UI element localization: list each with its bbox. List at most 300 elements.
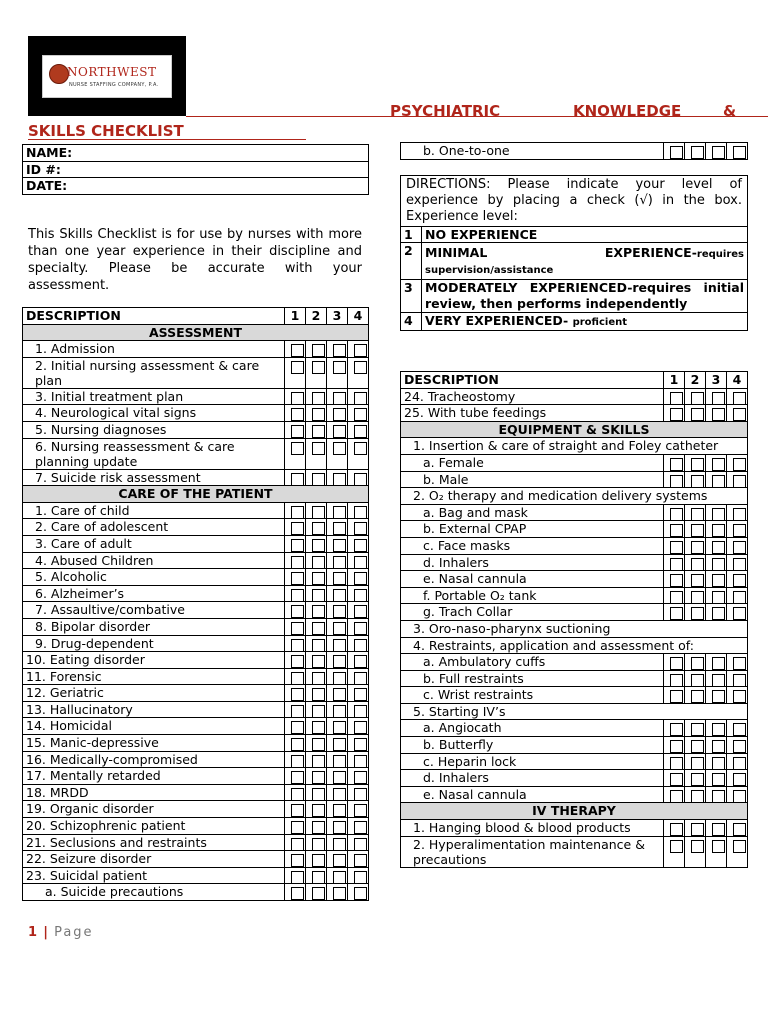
checkbox[interactable] (664, 571, 685, 588)
checkbox-box[interactable] (691, 508, 704, 521)
checkbox-box[interactable] (712, 840, 725, 853)
checkbox[interactable] (348, 668, 369, 685)
checkbox-box[interactable] (291, 655, 304, 668)
checkbox[interactable] (727, 786, 748, 803)
checkbox-box[interactable] (733, 823, 746, 836)
checkbox-box[interactable] (691, 591, 704, 604)
checkbox[interactable] (327, 341, 348, 358)
checkbox[interactable] (706, 820, 727, 837)
checkbox-box[interactable] (312, 721, 325, 734)
checkbox-box[interactable] (712, 408, 725, 421)
checkbox[interactable] (327, 569, 348, 586)
checkbox-box[interactable] (291, 672, 304, 685)
checkbox[interactable] (706, 471, 727, 488)
checkbox-box[interactable] (733, 408, 746, 421)
checkbox-box[interactable] (670, 408, 683, 421)
checkbox-box[interactable] (670, 508, 683, 521)
checkbox-box[interactable] (670, 607, 683, 620)
checkbox[interactable] (727, 820, 748, 837)
checkbox[interactable] (685, 836, 706, 867)
checkbox-box[interactable] (312, 572, 325, 585)
checkbox[interactable] (727, 521, 748, 538)
checkbox-box[interactable] (712, 790, 725, 803)
checkbox-box[interactable] (291, 721, 304, 734)
checkbox-box[interactable] (354, 755, 367, 768)
checkbox[interactable] (727, 670, 748, 687)
checkbox[interactable] (285, 552, 306, 569)
checkbox[interactable] (285, 502, 306, 519)
checkbox-box[interactable] (291, 705, 304, 718)
checkbox-box[interactable] (291, 605, 304, 618)
checkbox[interactable] (727, 654, 748, 671)
checkbox[interactable] (348, 834, 369, 851)
checkbox[interactable] (285, 602, 306, 619)
checkbox[interactable] (685, 604, 706, 621)
checkbox-box[interactable] (691, 657, 704, 670)
checkbox-box[interactable] (312, 589, 325, 602)
checkbox-box[interactable] (333, 854, 346, 867)
checkbox[interactable] (327, 421, 348, 438)
checkbox[interactable] (327, 618, 348, 635)
checkbox[interactable] (727, 687, 748, 704)
checkbox[interactable] (285, 405, 306, 422)
checkbox[interactable] (348, 701, 369, 718)
checkbox[interactable] (706, 521, 727, 538)
checkbox-box[interactable] (691, 408, 704, 421)
checkbox-box[interactable] (354, 854, 367, 867)
checkbox[interactable] (664, 654, 685, 671)
checkbox[interactable] (285, 388, 306, 405)
checkbox[interactable] (285, 357, 306, 388)
checkbox[interactable] (727, 737, 748, 754)
checkbox-box[interactable] (291, 522, 304, 535)
checkbox-box[interactable] (333, 522, 346, 535)
checkbox[interactable] (664, 720, 685, 737)
checkbox-box[interactable] (354, 473, 367, 486)
checkbox-box[interactable] (733, 674, 746, 687)
checkbox[interactable] (348, 421, 369, 438)
checkbox[interactable] (306, 701, 327, 718)
checkbox[interactable] (306, 585, 327, 602)
checkbox[interactable] (306, 668, 327, 685)
checkbox[interactable] (706, 143, 727, 160)
checkbox[interactable] (664, 537, 685, 554)
checkbox-box[interactable] (691, 475, 704, 488)
checkbox-box[interactable] (333, 705, 346, 718)
checkbox[interactable] (727, 537, 748, 554)
checkbox[interactable] (285, 867, 306, 884)
checkbox[interactable] (327, 502, 348, 519)
checkbox[interactable] (306, 602, 327, 619)
checkbox[interactable] (285, 768, 306, 785)
checkbox-box[interactable] (712, 508, 725, 521)
checkbox[interactable] (706, 720, 727, 737)
checkbox[interactable] (348, 751, 369, 768)
checkbox-box[interactable] (291, 344, 304, 357)
checkbox[interactable] (348, 735, 369, 752)
checkbox-box[interactable] (691, 790, 704, 803)
checkbox[interactable] (664, 405, 685, 422)
checkbox-box[interactable] (354, 622, 367, 635)
checkbox-box[interactable] (712, 740, 725, 753)
checkbox[interactable] (685, 670, 706, 687)
checkbox-box[interactable] (691, 690, 704, 703)
checkbox[interactable] (306, 834, 327, 851)
checkbox-box[interactable] (312, 539, 325, 552)
checkbox-box[interactable] (291, 408, 304, 421)
checkbox-box[interactable] (670, 475, 683, 488)
checkbox-box[interactable] (291, 425, 304, 438)
checkbox[interactable] (727, 770, 748, 787)
checkbox[interactable] (727, 587, 748, 604)
checkbox-box[interactable] (691, 541, 704, 554)
checkbox-box[interactable] (712, 541, 725, 554)
checkbox-box[interactable] (312, 344, 325, 357)
checkbox-box[interactable] (354, 539, 367, 552)
checkbox[interactable] (285, 884, 306, 901)
checkbox-box[interactable] (691, 458, 704, 471)
checkbox[interactable] (327, 405, 348, 422)
checkbox[interactable] (348, 768, 369, 785)
checkbox-box[interactable] (291, 361, 304, 374)
checkbox[interactable] (685, 405, 706, 422)
checkbox[interactable] (348, 718, 369, 735)
checkbox[interactable] (306, 735, 327, 752)
checkbox[interactable] (327, 685, 348, 702)
checkbox[interactable] (306, 341, 327, 358)
checkbox-box[interactable] (333, 771, 346, 784)
checkbox[interactable] (306, 618, 327, 635)
checkbox-box[interactable] (312, 506, 325, 519)
checkbox[interactable] (348, 535, 369, 552)
checkbox-box[interactable] (333, 556, 346, 569)
checkbox[interactable] (306, 569, 327, 586)
checkbox-box[interactable] (333, 655, 346, 668)
checkbox[interactable] (664, 388, 685, 405)
checkbox-box[interactable] (670, 840, 683, 853)
checkbox[interactable] (685, 820, 706, 837)
checkbox-box[interactable] (733, 790, 746, 803)
checkbox[interactable] (327, 668, 348, 685)
checkbox[interactable] (285, 469, 306, 486)
checkbox-box[interactable] (333, 688, 346, 701)
checkbox-box[interactable] (291, 738, 304, 751)
checkbox-box[interactable] (712, 674, 725, 687)
checkbox[interactable] (285, 784, 306, 801)
checkbox-box[interactable] (354, 887, 367, 900)
checkbox[interactable] (327, 784, 348, 801)
checkbox-box[interactable] (712, 574, 725, 587)
checkbox-box[interactable] (670, 392, 683, 405)
checkbox-box[interactable] (312, 605, 325, 618)
checkbox[interactable] (327, 818, 348, 835)
checkbox[interactable] (727, 604, 748, 621)
checkbox[interactable] (306, 388, 327, 405)
checkbox[interactable] (706, 537, 727, 554)
checkbox-box[interactable] (291, 556, 304, 569)
checkbox-box[interactable] (312, 522, 325, 535)
checkbox-box[interactable] (312, 804, 325, 817)
checkbox-box[interactable] (333, 804, 346, 817)
checkbox-box[interactable] (312, 639, 325, 652)
checkbox-box[interactable] (354, 572, 367, 585)
checkbox[interactable] (327, 635, 348, 652)
checkbox-box[interactable] (333, 605, 346, 618)
checkbox-box[interactable] (291, 871, 304, 884)
checkbox[interactable] (306, 718, 327, 735)
checkbox-box[interactable] (354, 821, 367, 834)
checkbox[interactable] (664, 737, 685, 754)
checkbox-box[interactable] (354, 589, 367, 602)
checkbox-box[interactable] (354, 506, 367, 519)
checkbox[interactable] (327, 768, 348, 785)
checkbox[interactable] (306, 535, 327, 552)
checkbox[interactable] (306, 421, 327, 438)
checkbox[interactable] (706, 670, 727, 687)
checkbox[interactable] (327, 801, 348, 818)
checkbox[interactable] (727, 405, 748, 422)
checkbox-box[interactable] (733, 524, 746, 537)
checkbox[interactable] (706, 786, 727, 803)
checkbox[interactable] (664, 521, 685, 538)
checkbox[interactable] (348, 585, 369, 602)
checkbox[interactable] (706, 737, 727, 754)
checkbox-box[interactable] (670, 674, 683, 687)
checkbox[interactable] (727, 454, 748, 471)
checkbox[interactable] (306, 469, 327, 486)
checkbox[interactable] (348, 801, 369, 818)
checkbox-box[interactable] (354, 605, 367, 618)
checkbox[interactable] (285, 701, 306, 718)
checkbox[interactable] (727, 471, 748, 488)
date-field[interactable]: DATE: (23, 178, 369, 195)
checkbox-box[interactable] (354, 788, 367, 801)
checkbox[interactable] (327, 357, 348, 388)
checkbox-box[interactable] (333, 871, 346, 884)
checkbox[interactable] (685, 786, 706, 803)
checkbox[interactable] (306, 784, 327, 801)
checkbox-box[interactable] (670, 458, 683, 471)
checkbox[interactable] (727, 753, 748, 770)
checkbox[interactable] (664, 770, 685, 787)
checkbox[interactable] (327, 535, 348, 552)
checkbox[interactable] (327, 751, 348, 768)
checkbox[interactable] (706, 604, 727, 621)
checkbox-box[interactable] (354, 522, 367, 535)
checkbox-box[interactable] (312, 392, 325, 405)
checkbox[interactable] (306, 685, 327, 702)
checkbox[interactable] (285, 735, 306, 752)
checkbox-box[interactable] (312, 854, 325, 867)
checkbox-box[interactable] (333, 887, 346, 900)
checkbox[interactable] (285, 818, 306, 835)
checkbox[interactable] (348, 652, 369, 669)
checkbox[interactable] (706, 504, 727, 521)
checkbox-box[interactable] (733, 591, 746, 604)
checkbox[interactable] (685, 753, 706, 770)
checkbox[interactable] (327, 519, 348, 536)
checkbox-box[interactable] (691, 723, 704, 736)
checkbox-box[interactable] (333, 408, 346, 421)
checkbox[interactable] (327, 438, 348, 469)
checkbox[interactable] (306, 438, 327, 469)
checkbox-box[interactable] (333, 344, 346, 357)
checkbox[interactable] (348, 469, 369, 486)
checkbox[interactable] (706, 388, 727, 405)
checkbox[interactable] (706, 587, 727, 604)
checkbox-box[interactable] (333, 639, 346, 652)
checkbox[interactable] (727, 836, 748, 867)
checkbox-box[interactable] (312, 622, 325, 635)
checkbox-box[interactable] (291, 572, 304, 585)
checkbox-box[interactable] (291, 473, 304, 486)
checkbox[interactable] (348, 438, 369, 469)
checkbox-box[interactable] (291, 804, 304, 817)
checkbox-box[interactable] (291, 539, 304, 552)
checkbox-box[interactable] (312, 887, 325, 900)
checkbox-box[interactable] (333, 622, 346, 635)
checkbox[interactable] (285, 834, 306, 851)
checkbox-box[interactable] (333, 672, 346, 685)
checkbox-box[interactable] (670, 723, 683, 736)
checkbox[interactable] (706, 554, 727, 571)
id-field[interactable]: ID #: (23, 161, 369, 178)
checkbox-box[interactable] (333, 392, 346, 405)
checkbox-box[interactable] (333, 821, 346, 834)
checkbox-box[interactable] (733, 723, 746, 736)
name-field[interactable]: NAME: (23, 145, 369, 162)
checkbox-box[interactable] (312, 425, 325, 438)
checkbox[interactable] (685, 554, 706, 571)
checkbox-box[interactable] (712, 558, 725, 571)
checkbox-box[interactable] (354, 425, 367, 438)
checkbox[interactable] (348, 357, 369, 388)
checkbox-box[interactable] (354, 672, 367, 685)
checkbox[interactable] (685, 687, 706, 704)
checkbox-box[interactable] (733, 690, 746, 703)
checkbox[interactable] (685, 720, 706, 737)
checkbox-box[interactable] (312, 838, 325, 851)
checkbox-box[interactable] (670, 657, 683, 670)
checkbox-box[interactable] (354, 688, 367, 701)
checkbox-box[interactable] (733, 607, 746, 620)
checkbox-box[interactable] (291, 788, 304, 801)
checkbox[interactable] (664, 820, 685, 837)
checkbox-box[interactable] (354, 639, 367, 652)
checkbox[interactable] (306, 801, 327, 818)
checkbox-box[interactable] (333, 838, 346, 851)
checkbox-box[interactable] (333, 788, 346, 801)
checkbox-box[interactable] (333, 572, 346, 585)
checkbox-box[interactable] (354, 408, 367, 421)
checkbox[interactable] (348, 405, 369, 422)
checkbox[interactable] (348, 818, 369, 835)
checkbox[interactable] (348, 341, 369, 358)
checkbox[interactable] (285, 801, 306, 818)
checkbox[interactable] (348, 502, 369, 519)
checkbox[interactable] (285, 685, 306, 702)
checkbox[interactable] (348, 884, 369, 901)
checkbox[interactable] (727, 143, 748, 160)
checkbox[interactable] (348, 388, 369, 405)
checkbox[interactable] (685, 654, 706, 671)
checkbox-box[interactable] (312, 655, 325, 668)
checkbox[interactable] (664, 836, 685, 867)
checkbox-box[interactable] (354, 804, 367, 817)
checkbox[interactable] (285, 851, 306, 868)
checkbox-box[interactable] (733, 657, 746, 670)
checkbox-box[interactable] (312, 821, 325, 834)
checkbox-box[interactable] (291, 821, 304, 834)
checkbox-box[interactable] (712, 524, 725, 537)
checkbox[interactable] (685, 770, 706, 787)
checkbox[interactable] (285, 421, 306, 438)
checkbox-box[interactable] (291, 755, 304, 768)
checkbox-box[interactable] (712, 723, 725, 736)
checkbox-box[interactable] (354, 871, 367, 884)
checkbox[interactable] (285, 652, 306, 669)
checkbox-box[interactable] (312, 408, 325, 421)
checkbox-box[interactable] (691, 740, 704, 753)
checkbox-box[interactable] (670, 757, 683, 770)
checkbox-box[interactable] (312, 738, 325, 751)
checkbox-box[interactable] (670, 541, 683, 554)
checkbox-box[interactable] (712, 823, 725, 836)
checkbox[interactable] (327, 388, 348, 405)
checkbox-box[interactable] (312, 705, 325, 718)
checkbox-box[interactable] (733, 840, 746, 853)
checkbox-box[interactable] (712, 591, 725, 604)
checkbox[interactable] (306, 867, 327, 884)
checkbox-box[interactable] (354, 655, 367, 668)
checkbox-box[interactable] (670, 524, 683, 537)
checkbox[interactable] (664, 687, 685, 704)
checkbox[interactable] (664, 786, 685, 803)
checkbox[interactable] (285, 718, 306, 735)
checkbox[interactable] (348, 618, 369, 635)
checkbox-box[interactable] (333, 442, 346, 455)
checkbox[interactable] (306, 884, 327, 901)
checkbox-box[interactable] (733, 508, 746, 521)
checkbox[interactable] (285, 668, 306, 685)
checkbox[interactable] (685, 143, 706, 160)
checkbox[interactable] (348, 635, 369, 652)
checkbox-box[interactable] (712, 690, 725, 703)
checkbox-box[interactable] (670, 558, 683, 571)
checkbox[interactable] (727, 720, 748, 737)
checkbox[interactable] (327, 469, 348, 486)
checkbox[interactable] (664, 587, 685, 604)
checkbox[interactable] (327, 602, 348, 619)
checkbox-box[interactable] (354, 838, 367, 851)
checkbox[interactable] (327, 701, 348, 718)
checkbox-box[interactable] (312, 361, 325, 374)
checkbox[interactable] (685, 571, 706, 588)
checkbox-box[interactable] (670, 823, 683, 836)
checkbox[interactable] (327, 552, 348, 569)
checkbox-box[interactable] (291, 838, 304, 851)
checkbox[interactable] (664, 604, 685, 621)
checkbox[interactable] (664, 471, 685, 488)
checkbox-box[interactable] (333, 738, 346, 751)
checkbox[interactable] (727, 388, 748, 405)
checkbox[interactable] (664, 504, 685, 521)
checkbox[interactable] (706, 654, 727, 671)
checkbox[interactable] (306, 652, 327, 669)
checkbox-box[interactable] (712, 657, 725, 670)
checkbox[interactable] (306, 768, 327, 785)
checkbox[interactable] (285, 618, 306, 635)
